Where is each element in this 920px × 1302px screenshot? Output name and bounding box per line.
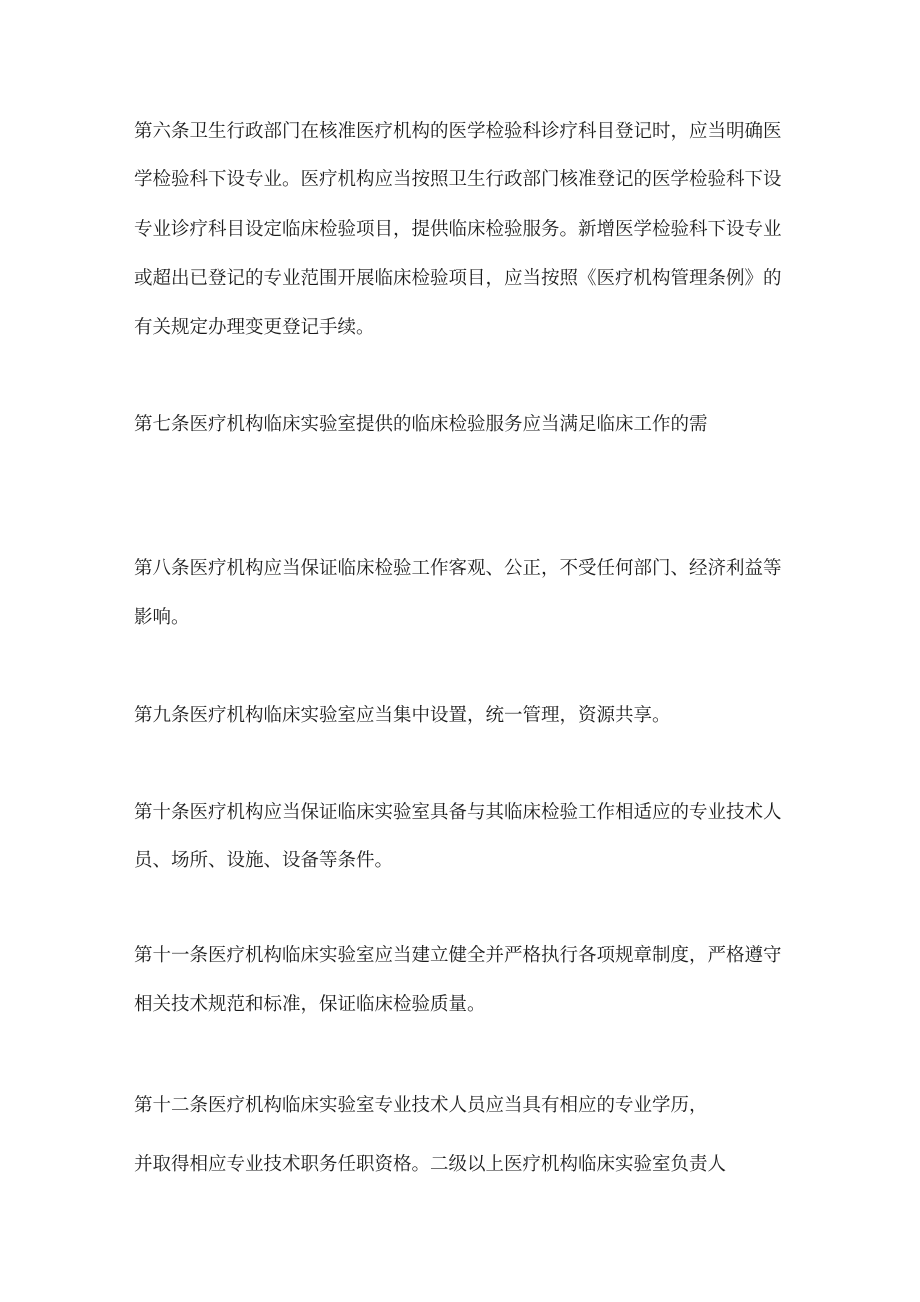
article-8-line-2: 影响。 <box>134 607 190 628</box>
article-8-line-1: 第八条医疗机构应当保证临床检验工作客观、公正，不受任何部门、经济利益等 <box>134 558 782 579</box>
article-6-line-3: 专业诊疗科目设定临床检验项目，提供临床检验服务。新增医学检验科下设专业 <box>134 219 782 240</box>
article-10-line-1: 第十条医疗机构应当保证临床实验室具备与其临床检验工作相适应的专业技术人 <box>134 802 782 823</box>
article-10-line-2: 员、场所、设施、设备等条件。 <box>134 850 394 871</box>
article-12-line-2: 并取得相应专业技术职务任职资格。二级以上医疗机构临床实验室负责人 <box>134 1154 727 1175</box>
article-6-line-4: 或超出已登记的专业范围开展临床检验项目，应当按照《医疗机构管理条例》的 <box>134 268 782 289</box>
article-11-line-1: 第十一条医疗机构临床实验室应当建立健全并严格执行各项规章制度，严格遵守 <box>134 945 782 966</box>
article-11-line-2: 相关技术规范和标准，保证临床检验质量。 <box>134 994 486 1015</box>
article-6-line-2: 学检验科下设专业。医疗机构应当按照卫生行政部门核准登记的医学检验科下设 <box>134 169 782 190</box>
article-6-line-1: 第六条卫生行政部门在核准医疗机构的医学检验科诊疗科目登记时，应当明确医 <box>134 121 782 142</box>
article-6-line-5: 有关规定办理变更登记手续。 <box>134 317 375 338</box>
article-7-line-1: 第七条医疗机构临床实验室提供的临床检验服务应当满足临床工作的需 <box>134 414 708 435</box>
article-12-line-1: 第十二条医疗机构临床实验室专业技术人员应当具有相应的专业学历， <box>134 1095 708 1116</box>
article-9-line-1: 第九条医疗机构临床实验室应当集中设置，统一管理，资源共享。 <box>134 705 671 726</box>
